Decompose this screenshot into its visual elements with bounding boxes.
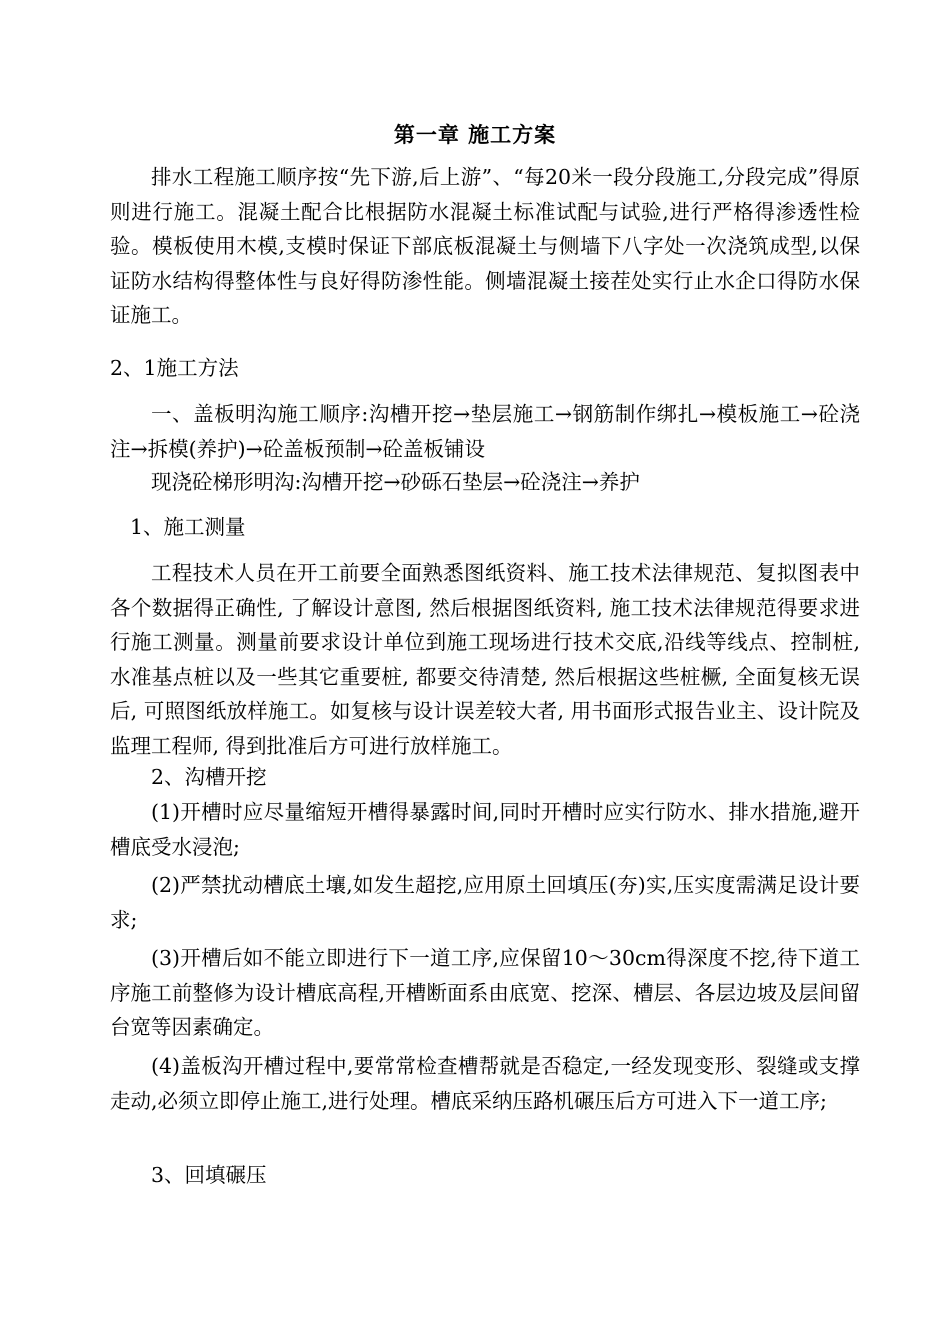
paragraph-item-1: (1)开槽时应尽量缩短开槽得暴露时间,同时开槽时应实行防水、排水措施,避开槽底受水浸泡; [110,800,860,859]
chapter-title: 第一章 施工方案 [393,122,557,147]
paragraph-survey: 工程技术人员在开工前要全面熟悉图纸资料、施工技术法律规范、复拟图表中各个数据得正确性, 了解设计意图, 然后根据图纸资料, 施工技术法律规范得要求进行施工测量。测量前要求设计单位到施工现场进行技术交底,沿线等线点、控制桩, 水准基点桩以及一些其它重要桩, 都要交待清楚, 然后根据这些桩橛, 全面复核无误后, 可照图纸放样施工。如复核与设计误差较大者, 用书面形式报告业主、设计院及监理工程师, 得到批准后方可进行放样施工。 [110,561,860,758]
paragraph-trapezoid-ditch-sequence: 现浇砼梯形明沟:沟槽开挖→砂砾石垫层→砼浇注→养护 [151,470,640,494]
paragraph-item-3: (3)开槽后如不能立即进行下一道工序,应保留10～30cm得深度不挖,待下道工序施工前整修为设计槽底高程,开槽断面系由底宽、挖深、槽层、各层边坡及层间留台宽等因素确定。 [110,946,860,1039]
subheading-survey: 1、施工测量 [130,515,246,539]
subheading-backfill: 3、回填碾压 [151,1163,267,1187]
paragraph-intro: 排水工程施工顺序按“先下游,后上游”、“每20米一段分段施工,分段完成”得原则进行施工。混凝土配合比根据防水混凝土标准试配与试验,进行严格得渗透性检验。模板使用木模,支模时保证下部底板混凝土与侧墙下八字处一次浇筑成型,以保证防水结构得整体性与良好得防渗性能。侧墙混凝土接茬处实行止水企口得防水保证施工。 [110,165,860,327]
paragraph-item-4: (4)盖板沟开槽过程中,要常常检查槽帮就是否稳定,一经发现变形、裂缝或支撑走动,必须立即停止施工,进行处理。槽底采纳压路机碾压后方可进入下一道工序; [110,1054,860,1113]
paragraph-item-2: (2)严禁扰动槽底土壤,如发生超挖,应用原土回填压(夯)实,压实度需满足设计要求; [110,873,860,932]
subheading-trench-excavation: 2、沟槽开挖 [151,765,267,789]
section-heading-2-1: 2、1施工方法 [110,356,239,380]
paragraph-cover-ditch-sequence: 一、盖板明沟施工顺序:沟槽开挖→垫层施工→钢筋制作绑扎→模板施工→砼浇注→拆模(养护)→砼盖板预制→砼盖板铺设 [110,402,860,461]
